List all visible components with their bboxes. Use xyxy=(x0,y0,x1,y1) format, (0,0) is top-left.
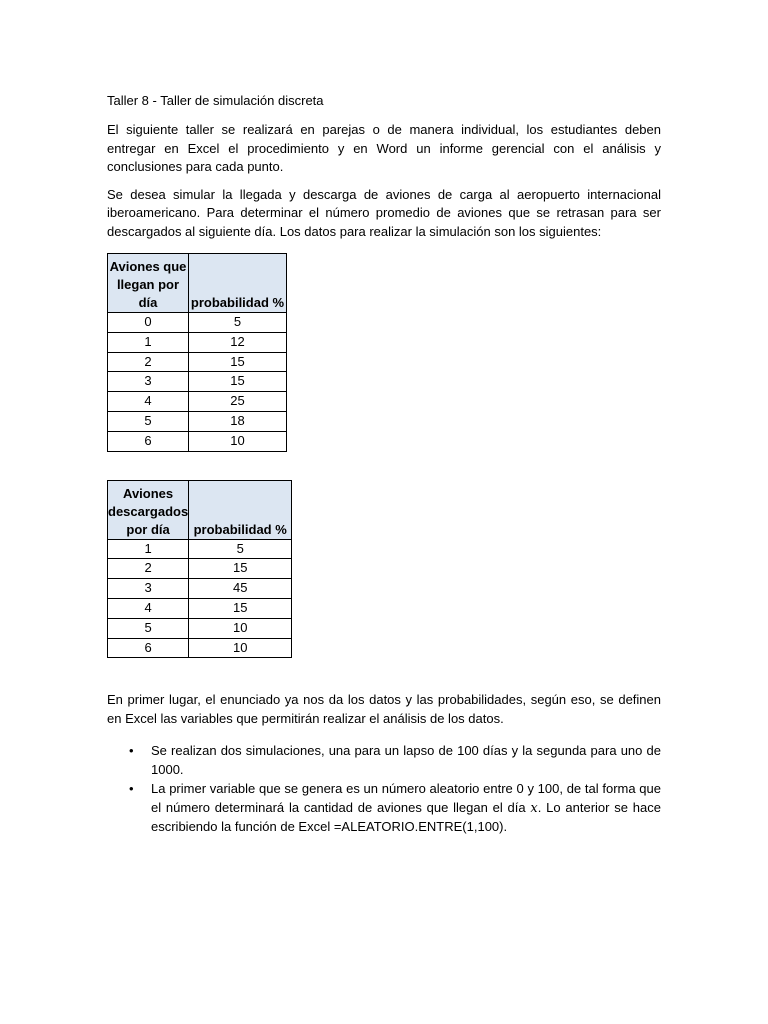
list-item xyxy=(107,780,661,837)
list-item-text: Se realizan dos simulaciones, una para un lapso de 100 días y la segunda para uno de 1000. xyxy=(151,743,661,777)
table-cell: 1 xyxy=(108,332,189,352)
table-cell: 2 xyxy=(108,559,189,579)
table-cell: 15 xyxy=(189,559,292,579)
table-cell: 4 xyxy=(108,392,189,412)
table-cell: 4 xyxy=(108,598,189,618)
bullet-list xyxy=(107,742,661,837)
table-cell: 10 xyxy=(189,431,287,451)
table-cell: 5 xyxy=(189,539,292,559)
table-cell: 45 xyxy=(189,579,292,599)
column-header: Aviones que llegan por día xyxy=(108,254,189,313)
table-cell: 1 xyxy=(108,539,189,559)
table-cell: 15 xyxy=(189,352,287,372)
table-cell: 3 xyxy=(108,372,189,392)
table-cell: 18 xyxy=(189,411,287,431)
document-title: Taller 8 - Taller de simulación discreta xyxy=(107,93,324,108)
arrivals-table xyxy=(107,253,287,452)
table-cell: 12 xyxy=(189,332,287,352)
table-header-row xyxy=(108,254,287,313)
variable-x: x xyxy=(530,800,538,816)
analysis-paragraph: En primer lugar, el enunciado ya nos da los datos y las probabilidades, según eso, se definen en Excel las variables que permitirán realizar el análisis de los datos. xyxy=(107,692,661,726)
table-row xyxy=(108,431,287,451)
table-cell: 5 xyxy=(189,313,287,333)
column-header: probabilidad % xyxy=(189,254,287,313)
table-cell: 3 xyxy=(108,579,189,599)
table-cell: 6 xyxy=(108,431,189,451)
list-item xyxy=(107,742,661,779)
column-header: Aviones descargados por día xyxy=(108,480,189,539)
table-cell: 5 xyxy=(108,411,189,431)
table-header-row xyxy=(108,480,292,539)
table-cell: 15 xyxy=(189,598,292,618)
problem-paragraph: Se desea simular la llegada y descarga de aviones de carga al aeropuerto internacional iberoamericano. Para determinar el número promedio de aviones que se retrasan para ser descargados al siguiente día. Los datos para realizar la simulación son los siguientes: xyxy=(107,186,661,239)
table-cell: 0 xyxy=(108,313,189,333)
list-item-text: La primer variable que se genera es un número aleatorio entre 0 y 100, de tal forma que el número determinará la cantidad de aviones que llegan el día xyxy=(151,781,661,815)
column-header: probabilidad % xyxy=(189,480,292,539)
table-cell: 25 xyxy=(189,392,287,412)
table-cell: 5 xyxy=(108,618,189,638)
table-row xyxy=(108,539,292,559)
table-cell: 10 xyxy=(189,618,292,638)
table-row xyxy=(108,598,292,618)
table-cell: 6 xyxy=(108,638,189,658)
table-row xyxy=(108,559,292,579)
table-cell: 10 xyxy=(189,638,292,658)
table-row xyxy=(108,618,292,638)
bullet-icon: • xyxy=(129,743,134,759)
document-page xyxy=(107,92,661,838)
list-item-text: . Lo anterior se hace escribiendo la función de Excel =ALEATORIO.ENTRE(1,100). xyxy=(151,799,661,835)
bullet-icon: • xyxy=(129,781,134,797)
table-row xyxy=(108,352,287,372)
table-row xyxy=(108,332,287,352)
table-row xyxy=(108,313,287,333)
intro-paragraph: El siguiente taller se realizará en parejas o de manera individual, los estudiantes deben entregar en Excel el procedimiento y en Word un informe gerencial con el análisis y conclusiones para cada punto. xyxy=(107,122,661,174)
table-row xyxy=(108,411,287,431)
table-row xyxy=(108,638,292,658)
table-row xyxy=(108,392,287,412)
unloads-table xyxy=(107,480,292,659)
table-row xyxy=(108,372,287,392)
table-cell: 2 xyxy=(108,352,189,372)
table-cell: 15 xyxy=(189,372,287,392)
table-row xyxy=(108,579,292,599)
